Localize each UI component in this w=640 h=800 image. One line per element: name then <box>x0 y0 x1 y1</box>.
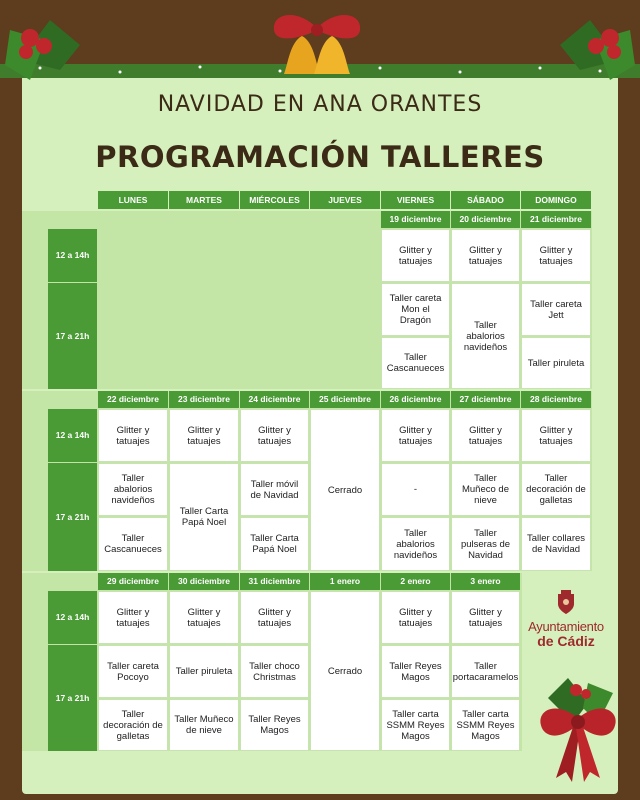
date-label: 25 diciembre <box>310 391 380 408</box>
workshop-cell: Taller abalorios navideños <box>381 517 450 571</box>
workshop-cell: - <box>381 463 450 516</box>
workshop-cell: Glitter y tatuajes <box>240 409 309 462</box>
page-title: PROGRAMACIÓN TALLERES <box>95 140 545 174</box>
workshop-cell: Glitter y tatuajes <box>381 409 450 462</box>
time-label: 17 a 21h <box>48 645 97 751</box>
day-header: SÁBADO <box>451 191 520 209</box>
coat-of-arms-icon <box>555 590 577 616</box>
workshop-cell: Taller careta Jett <box>521 283 591 336</box>
logo-line2: de Cádiz <box>537 633 595 649</box>
date-label: 24 diciembre <box>240 391 309 408</box>
workshop-cell: Glitter y tatuajes <box>381 229 450 282</box>
closed-cell: Cerrado <box>310 591 380 751</box>
workshop-cell: Taller Cascanueces <box>381 337 450 389</box>
workshop-cell: Taller Carta Papá Noel <box>240 517 309 571</box>
date-label: 27 diciembre <box>451 391 520 408</box>
workshop-cell: Taller decoración de galletas <box>521 463 591 516</box>
workshop-cell: Taller careta Pocoyo <box>98 645 168 698</box>
workshop-cell: Taller piruleta <box>169 645 239 698</box>
day-header: VIERNES <box>381 191 450 209</box>
closed-cell: Cerrado <box>310 409 380 571</box>
date-label: 26 diciembre <box>381 391 450 408</box>
workshop-cell: Taller Reyes Magos <box>240 699 309 751</box>
workshop-cell: Taller carta SSMM Reyes Magos <box>381 699 450 751</box>
holly-right-icon <box>530 0 640 100</box>
date-label: 1 enero <box>310 573 380 590</box>
workshop-cell: Taller careta Mon el Dragón <box>381 283 450 336</box>
day-header: MIÉRCOLES <box>240 191 309 209</box>
time-label: 17 a 21h <box>48 283 97 389</box>
workshop-cell: Glitter y tatuajes <box>451 229 520 282</box>
workshop-cell: Taller abalorios navideños <box>98 463 168 516</box>
time-label: 12 a 14h <box>48 409 97 462</box>
logo-line1: Ayuntamiento <box>528 619 604 634</box>
workshop-cell: Taller Carta Papá Noel <box>169 463 239 571</box>
date-label: 28 diciembre <box>521 391 591 408</box>
christmas-bells-icon <box>262 8 372 86</box>
date-label: 19 diciembre <box>381 211 450 228</box>
workshop-cell: Taller piruleta <box>521 337 591 389</box>
time-label: 12 a 14h <box>48 591 97 644</box>
workshop-cell: Glitter y tatuajes <box>381 591 450 644</box>
day-header: DOMINGO <box>521 191 591 209</box>
day-header: MARTES <box>169 191 239 209</box>
workshop-cell: Taller decoración de galletas <box>98 699 168 751</box>
workshop-cell: Glitter y tatuajes <box>240 591 309 644</box>
workshop-cell: Taller Muñeco de nieve <box>169 699 239 751</box>
day-header: LUNES <box>98 191 168 209</box>
holly-left-icon <box>0 0 110 100</box>
workshop-cell: Taller Muñeco de nieve <box>451 463 520 516</box>
workshop-cell: Glitter y tatuajes <box>169 591 239 644</box>
workshop-cell: Glitter y tatuajes <box>521 409 591 462</box>
ayuntamiento-logo <box>524 590 608 649</box>
date-label: 23 diciembre <box>169 391 239 408</box>
date-label: 2 enero <box>381 573 450 590</box>
workshop-cell: Taller Cascanueces <box>98 517 168 571</box>
christmas-bow-icon <box>528 668 628 786</box>
workshop-cell: Taller choco Christmas <box>240 645 309 698</box>
workshop-cell: Glitter y tatuajes <box>451 591 520 644</box>
workshop-cell: Glitter y tatuajes <box>169 409 239 462</box>
workshop-cell: Taller collares de Navidad <box>521 517 591 571</box>
workshop-cell: Taller carta SSMM Reyes Magos <box>451 699 520 751</box>
workshop-cell: Taller móvil de Navidad <box>240 463 309 516</box>
workshop-cell: Glitter y tatuajes <box>98 409 168 462</box>
workshop-cell: Taller pulseras de Navidad <box>451 517 520 571</box>
workshop-cell: Glitter y tatuajes <box>451 409 520 462</box>
date-label: 21 diciembre <box>521 211 591 228</box>
time-label: 12 a 14h <box>48 229 97 282</box>
workshop-cell: Glitter y tatuajes <box>521 229 591 282</box>
workshop-cell: Taller Reyes Magos <box>381 645 450 698</box>
workshop-cell: Taller abalorios navideños <box>451 283 520 389</box>
date-label: 3 enero <box>451 573 520 590</box>
date-label: 20 diciembre <box>451 211 520 228</box>
day-header: JUEVES <box>310 191 380 209</box>
date-label: 30 diciembre <box>169 573 239 590</box>
date-label: 22 diciembre <box>98 391 168 408</box>
workshop-cell: Taller portacaramelos <box>451 645 520 698</box>
date-label: 29 diciembre <box>98 573 168 590</box>
date-label: 31 diciembre <box>240 573 309 590</box>
time-label: 17 a 21h <box>48 463 97 571</box>
workshop-cell: Glitter y tatuajes <box>98 591 168 644</box>
subtitle: NAVIDAD EN ANA ORANTES <box>157 92 483 117</box>
